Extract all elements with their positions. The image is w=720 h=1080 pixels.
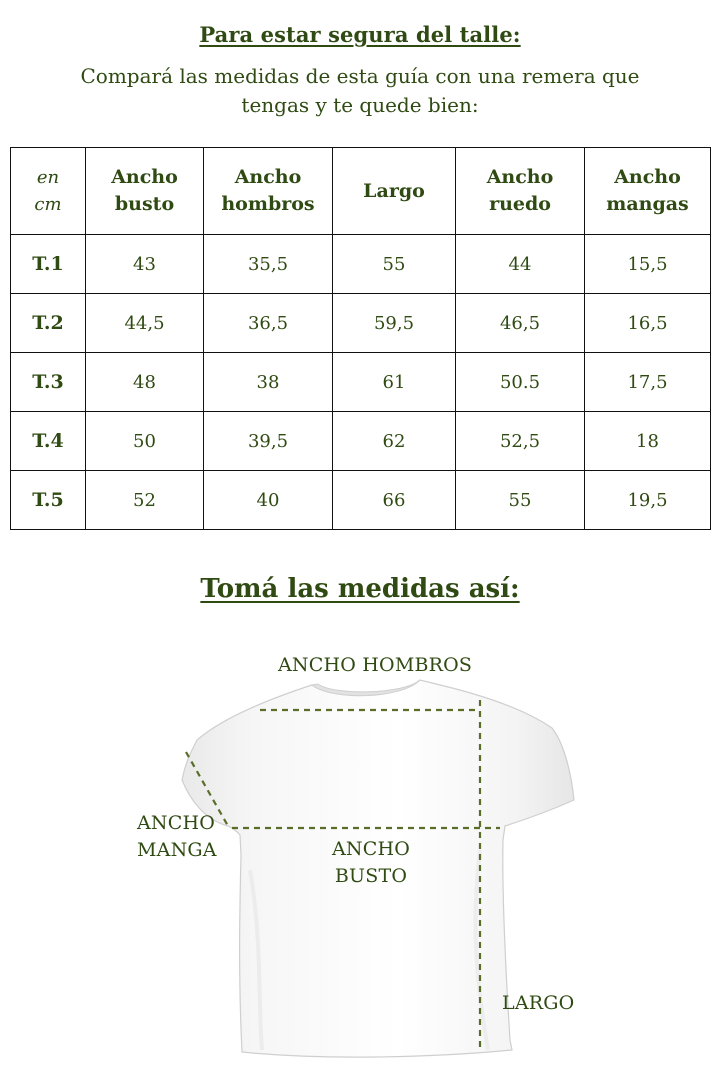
table-row <box>11 353 711 412</box>
table-header-row <box>11 148 711 235</box>
label-ancho-manga-line-2: MANGA <box>137 839 217 861</box>
table-cell: 50 <box>86 412 204 471</box>
table-cell: 44,5 <box>86 294 204 353</box>
table-row <box>11 412 711 471</box>
label-largo: LARGO <box>502 992 575 1014</box>
tshirt-measurement-diagram <box>0 640 720 1080</box>
table-cell: 17,5 <box>585 353 711 412</box>
column-header-line-2: hombros <box>221 193 315 215</box>
label-ancho-hombros: ANCHO HOMBROS <box>278 654 473 676</box>
unit-header <box>11 148 86 235</box>
size-label: T.5 <box>11 471 86 530</box>
unit-header-line-1: en <box>36 167 60 188</box>
size-label: T.3 <box>11 353 86 412</box>
column-header-line-2: ruedo <box>489 193 551 215</box>
table-cell: 38 <box>204 353 333 412</box>
size-table-container <box>10 147 710 529</box>
size-table <box>10 147 711 530</box>
table-cell: 52,5 <box>456 412 585 471</box>
column-header-line-1: Ancho <box>614 166 681 188</box>
column-header-ancho-busto <box>86 148 204 235</box>
label-ancho-manga-line-1: ANCHO <box>137 812 216 834</box>
table-cell: 59,5 <box>333 294 456 353</box>
column-header-line-1: Ancho <box>234 166 302 188</box>
size-label: T.2 <box>11 294 86 353</box>
size-label: T.4 <box>11 412 86 471</box>
table-cell: 61 <box>333 353 456 412</box>
table-cell: 62 <box>333 412 456 471</box>
label-ancho-busto-line-2: BUSTO <box>334 865 408 887</box>
table-cell: 16,5 <box>585 294 711 353</box>
column-header-line-1: Largo <box>363 179 425 202</box>
column-header-line-2: busto <box>114 193 175 215</box>
table-cell: 39,5 <box>204 412 333 471</box>
header-title: Para estar segura del talle: <box>199 22 521 47</box>
measure-title: Tomá las medidas así: <box>200 574 520 604</box>
label-ancho-busto-line-1: ANCHO <box>332 838 411 860</box>
column-header-ancho-ruedo <box>456 148 585 235</box>
table-cell: 44 <box>456 235 585 294</box>
table-cell: 55 <box>456 471 585 530</box>
table-row <box>11 235 711 294</box>
table-cell: 55 <box>333 235 456 294</box>
size-label: T.1 <box>11 235 86 294</box>
table-cell: 50.5 <box>456 353 585 412</box>
header-subtitle-line-2: tengas y te quede bien: <box>241 93 479 117</box>
column-header-largo <box>333 148 456 235</box>
header-subtitle <box>70 62 650 120</box>
column-header-ancho-mangas <box>585 148 711 235</box>
table-cell: 18 <box>585 412 711 471</box>
table-row <box>11 294 711 353</box>
label-ancho-busto <box>332 836 410 890</box>
table-row <box>11 471 711 530</box>
table-cell: 35,5 <box>204 235 333 294</box>
table-cell: 52 <box>86 471 204 530</box>
table-cell: 40 <box>204 471 333 530</box>
table-cell: 43 <box>86 235 204 294</box>
table-cell: 19,5 <box>585 471 711 530</box>
unit-header-line-2: cm <box>34 194 62 215</box>
table-cell: 66 <box>333 471 456 530</box>
table-cell: 36,5 <box>204 294 333 353</box>
header-subtitle-line-1: Compará las medidas de esta guía con una remera que <box>80 64 640 88</box>
column-header-line-1: Ancho <box>111 166 178 188</box>
column-header-line-2: mangas <box>606 193 689 215</box>
column-header-ancho-hombros <box>204 148 333 235</box>
table-cell: 48 <box>86 353 204 412</box>
table-cell: 15,5 <box>585 235 711 294</box>
table-cell: 46,5 <box>456 294 585 353</box>
label-ancho-manga <box>137 810 217 864</box>
column-header-line-1: Ancho <box>486 166 554 188</box>
